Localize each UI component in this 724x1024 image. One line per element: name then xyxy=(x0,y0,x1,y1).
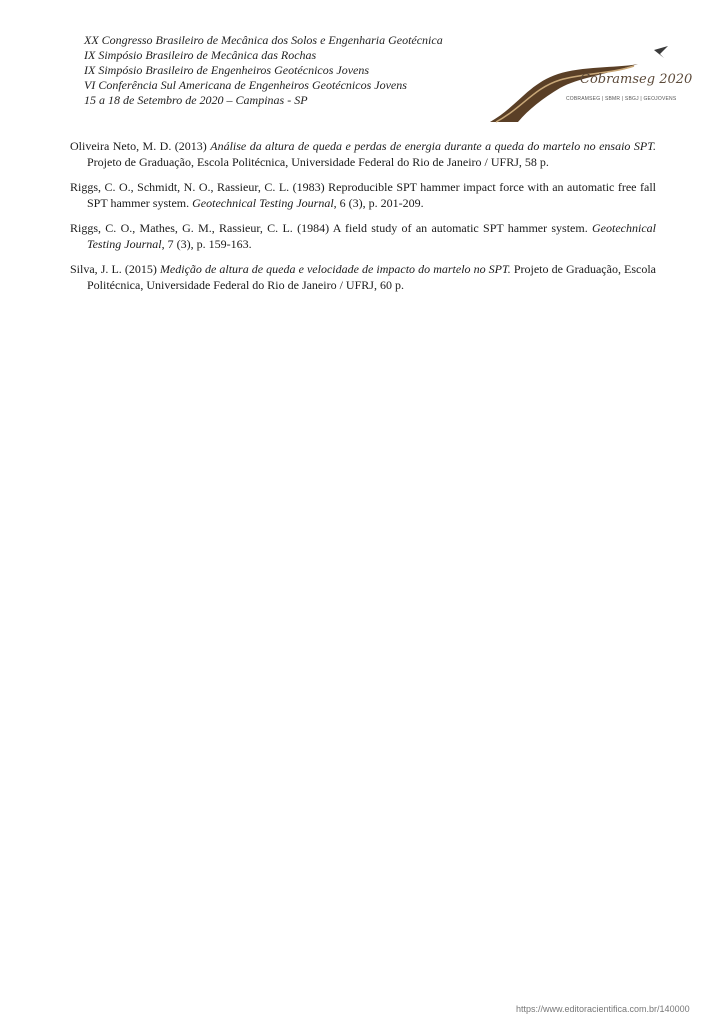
header-line-1: XX Congresso Brasileiro de Mecânica dos Solos e Engenharia Geotécnica xyxy=(84,33,443,47)
logo-subtitle: COBRAMSEG | SBMR | SBGJ | GEOJOVENS xyxy=(566,96,677,102)
reference-authors: Riggs, C. O., Mathes, G. M., Rassieur, C. L. (1984) A field study of an automatic SPT hammer system. xyxy=(70,221,593,235)
header-line-4: VI Conferência Sul Americana de Engenheiros Geotécnicos Jovens xyxy=(84,78,407,92)
conference-header xyxy=(84,33,504,108)
reference-details: Projeto de Graduação, Escola Politécnica, Universidade Federal do Rio de Janeiro / UFRJ, 58 p. xyxy=(87,155,549,169)
bird-icon xyxy=(654,46,668,58)
footer-url[interactable]: https://www.editoracientifica.com.br/140000 xyxy=(516,1004,690,1014)
reference-authors: Oliveira Neto, M. D. (2013) xyxy=(70,139,211,153)
reference-details: Projeto de Graduação, Escola Politécnica, Universidade Federal do Rio de Janeiro / UFRJ, 60 p. xyxy=(87,262,656,292)
reference-item xyxy=(70,179,656,211)
reference-item xyxy=(70,261,656,293)
reference-authors: Silva, J. L. (2015) xyxy=(70,262,160,276)
reference-authors: Riggs, C. O., Schmidt, N. O., Rassieur, C. L. (1983) Reproducible SPT hammer impact force with an automatic free fall SPT hammer system. xyxy=(70,180,656,210)
reference-title: Geotechnical Testing Journal xyxy=(192,196,334,210)
header-line-5: 15 a 18 de Setembro de 2020 – Campinas - SP xyxy=(84,93,308,107)
reference-item xyxy=(70,138,656,170)
reference-details: , 6 (3), p. 201-209. xyxy=(333,196,424,210)
header-line-3: IX Simpósio Brasileiro de Engenheiros Geotécnicos Jovens xyxy=(84,63,370,77)
reference-item xyxy=(70,220,656,252)
reference-title: Medição de altura de queda e velocidade de impacto do martelo no SPT. xyxy=(159,262,511,276)
cobramseg-logo xyxy=(488,44,693,124)
header-line-2: IX Simpósio Brasileiro de Mecânica das Rochas xyxy=(84,48,317,62)
reference-title: Análise da altura de queda e perdas de energia durante a queda do martelo no ensaio SPT. xyxy=(210,139,656,153)
reference-details: , 7 (3), p. 159-163. xyxy=(161,237,252,251)
references-list xyxy=(70,138,656,302)
logo-title: Cobramseg 2020 xyxy=(580,72,693,87)
reference-title: Geotechnical Testing Journal xyxy=(87,221,656,251)
